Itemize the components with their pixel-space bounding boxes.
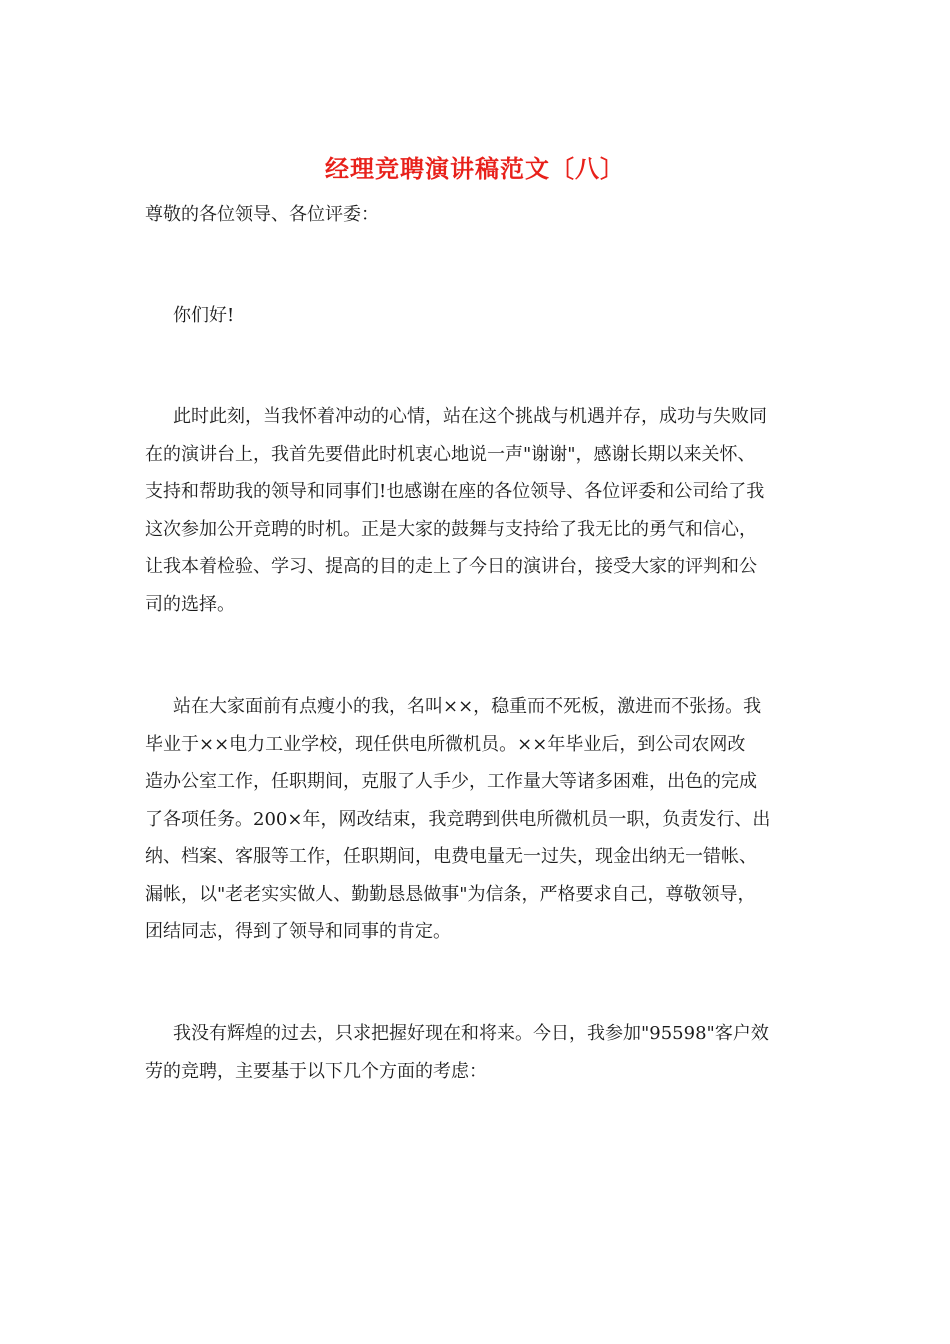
paragraph-line: 造办公室工作，任职期间，克服了人手少，工作量大等诸多困难，出色的完成 [145,771,757,792]
paragraph-line: 我没有辉煌的过去，只求把握好现在和将来。今日，我参加"95598"客户效 [173,1023,769,1044]
paragraph-line: 劳的竞聘，主要基于以下几个方面的考虑： [145,1060,487,1082]
paragraph-line: 漏帐，以"老老实实做人、勤勤恳恳做事"为信条，严格要求自己，尊敬领导， [145,883,756,905]
paragraph-line: 团结同志，得到了领导和同事的肯定。 [145,921,451,942]
paragraph-line: 这次参加公开竞聘的时机。正是大家的鼓舞与支持给了我无比的勇气和信心， [145,518,757,540]
paragraph-line: 司的选择。 [145,593,235,615]
paragraph-line: 让我本着检验、学习、提高的目的走上了今日的演讲台，接受大家的评判和公 [145,556,757,577]
paragraph-line: 站在大家面前有点瘦小的我，名叫××，稳重而不死板，激进而不张扬。我 [173,696,762,717]
paragraph-1 [145,398,810,623]
greeting [145,297,810,335]
paragraph-line: 纳、档案、客服等工作，任职期间，电费电量无一过失，现金出纳无一错帐、 [145,846,757,867]
document-title: 经理竞聘演讲稿范文〔八〕 [325,154,625,183]
salutation-text: 尊敬的各位领导、各位评委： [145,204,379,225]
greeting-text: 你们好! [173,305,235,326]
paragraph-line: 在的演讲台上，我首先要借此时机衷心地说一声"谢谢"，感谢长期以来关怀、 [145,443,756,465]
paragraph-line: 了各项任务。200×年，网改结束，我竞聘到供电所微机员一职，负责发行、出 [145,808,771,830]
paragraph-2 [145,688,810,951]
paragraph-line: 毕业于××电力工业学校，现任供电所微机员。××年毕业后，到公司农网改 [145,733,746,755]
paragraph-line: 此时此刻，当我怀着冲动的心情，站在这个挑战与机遇并存，成功与失败同 [173,406,767,427]
paragraph-line: 支持和帮助我的领导和同事们!也感谢在座的各位领导、各位评委和公司给了我 [145,481,765,502]
paragraph-3 [145,1015,810,1090]
salutation [145,196,810,234]
